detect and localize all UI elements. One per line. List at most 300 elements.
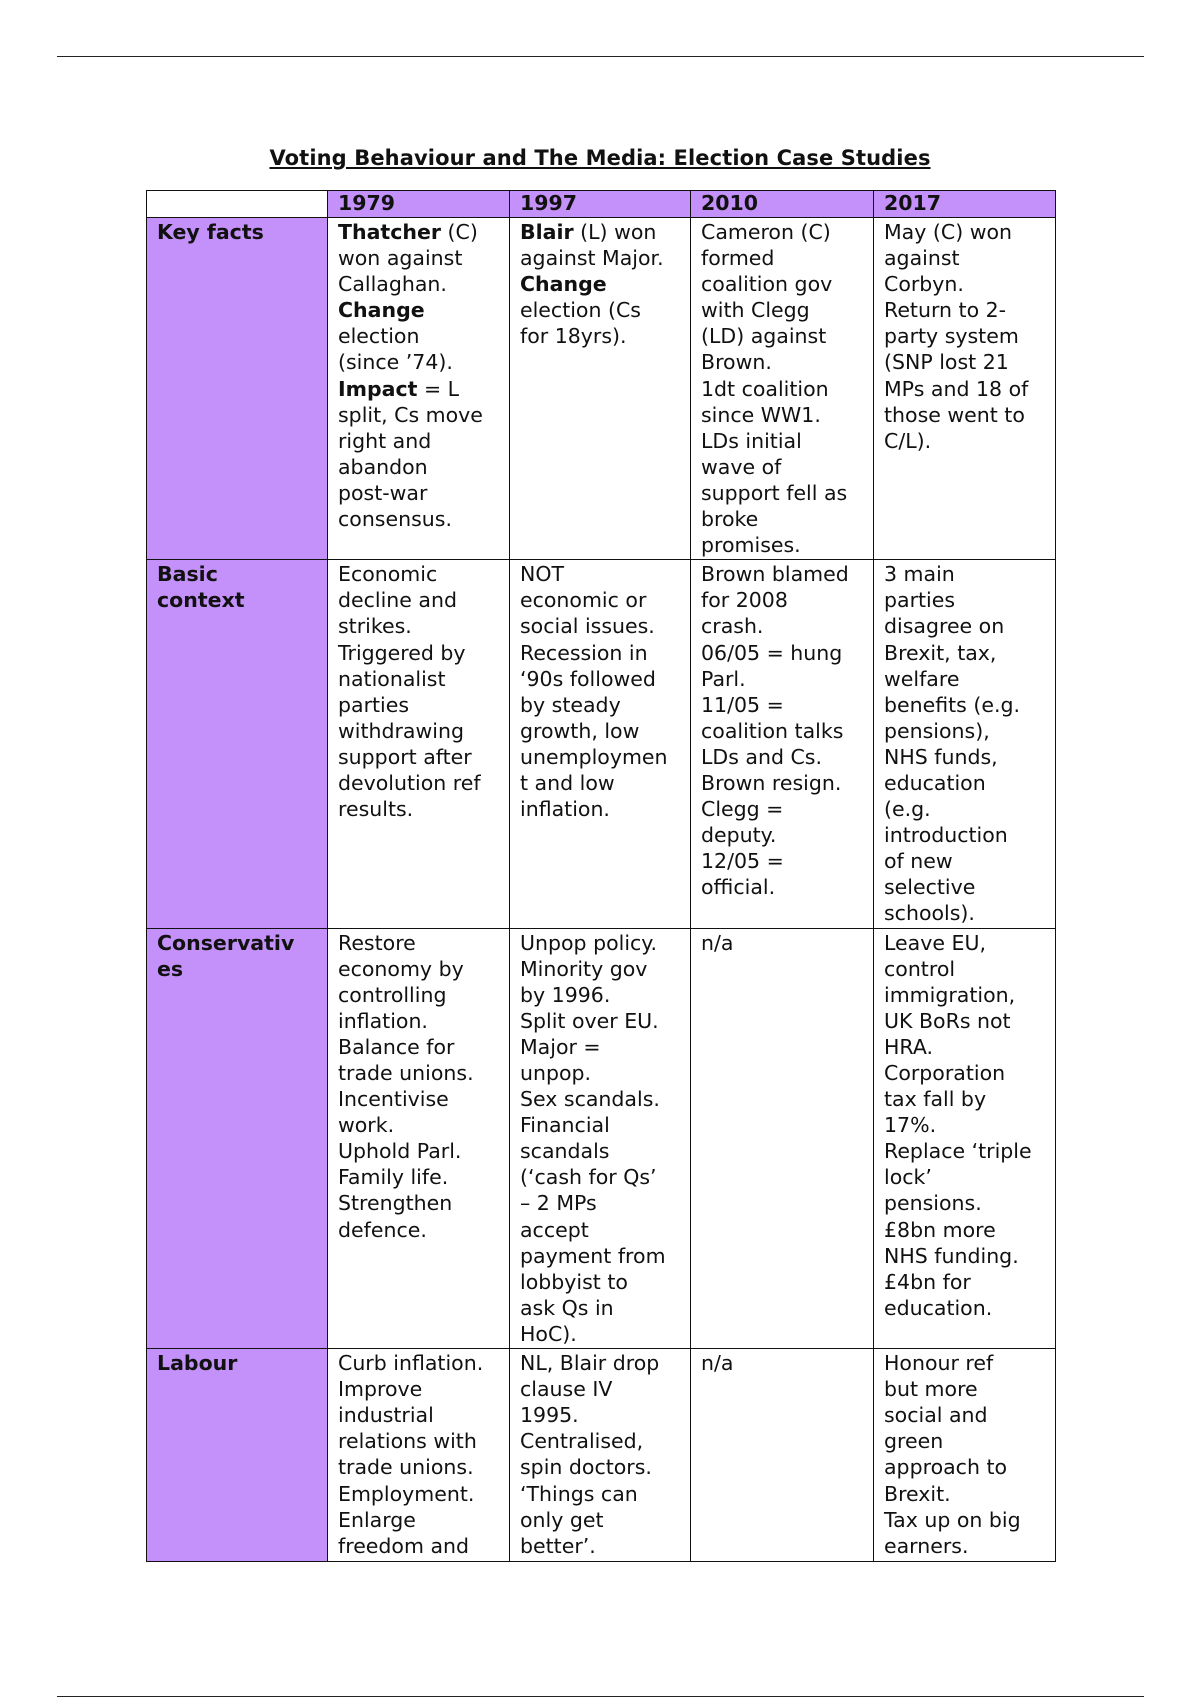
table-row-basic-context bbox=[147, 560, 1056, 928]
cell-text-line bbox=[338, 1164, 499, 1190]
cell-text-line bbox=[884, 323, 1045, 349]
text-run: Brown blamed bbox=[701, 562, 849, 587]
text-run: freedom and bbox=[338, 1533, 470, 1558]
cell-text-line bbox=[884, 1138, 1045, 1164]
text-run: (e.g. bbox=[884, 797, 931, 822]
cell-text-line bbox=[520, 613, 680, 639]
cell-text-line bbox=[338, 1454, 499, 1480]
text-run: n/a bbox=[701, 930, 734, 955]
text-run: right and bbox=[338, 428, 432, 453]
cell-text-line bbox=[884, 587, 1045, 613]
text-run: Parl. bbox=[701, 666, 746, 691]
cell-text-line bbox=[520, 1402, 680, 1428]
cell-basic-context-2010 bbox=[691, 560, 874, 928]
text-run: lock’ bbox=[884, 1165, 932, 1190]
cell-text-line bbox=[884, 822, 1045, 848]
text-run: consensus. bbox=[338, 507, 452, 532]
cell-text-line bbox=[884, 956, 1045, 982]
cell-text-line bbox=[520, 1034, 680, 1060]
cell-text-line bbox=[338, 297, 499, 323]
cell-text-line bbox=[520, 1138, 680, 1164]
cell-text-line bbox=[701, 480, 863, 506]
cell-text-line bbox=[520, 1321, 680, 1347]
text-run: t and low bbox=[520, 770, 615, 795]
text-run: £4bn for bbox=[884, 1269, 971, 1294]
cell-text-line bbox=[520, 1086, 680, 1112]
text-run: economic or bbox=[520, 588, 647, 613]
text-run: MPs and 18 of bbox=[884, 376, 1029, 401]
cell-text-line bbox=[520, 982, 680, 1008]
cell-text-line bbox=[884, 1086, 1045, 1112]
text-run: 11/05 = bbox=[701, 692, 784, 717]
footer-rule bbox=[57, 1696, 1144, 1697]
text-run: scandals bbox=[520, 1139, 610, 1164]
cell-text-line bbox=[520, 640, 680, 666]
cell-text-line bbox=[338, 376, 499, 402]
cell-text-line bbox=[884, 1190, 1045, 1216]
cell-text-line bbox=[884, 271, 1045, 297]
cell-text-line bbox=[701, 930, 863, 956]
text-run: official. bbox=[701, 875, 776, 900]
cell-text-line bbox=[338, 1402, 499, 1428]
table-header-row bbox=[147, 191, 1056, 218]
cell-text-line bbox=[338, 245, 499, 271]
text-run: defence. bbox=[338, 1217, 427, 1242]
cell-text-line bbox=[520, 718, 680, 744]
cell-text-line bbox=[520, 219, 680, 245]
cell-text-line bbox=[520, 1454, 680, 1480]
cell-text-line bbox=[884, 718, 1045, 744]
text-run: against bbox=[884, 246, 960, 271]
text-run: Replace ‘triple bbox=[884, 1139, 1032, 1164]
text-run: election bbox=[338, 324, 420, 349]
text-run: HoC). bbox=[520, 1321, 577, 1346]
election-case-studies-table bbox=[146, 190, 1056, 1562]
cell-text-line bbox=[520, 1533, 680, 1559]
bold-term: Change bbox=[338, 298, 425, 323]
text-run: social issues. bbox=[520, 614, 655, 639]
cell-text-line bbox=[520, 1060, 680, 1086]
text-run: C/L). bbox=[884, 428, 932, 453]
cell-text-line bbox=[701, 874, 863, 900]
cell-text-line bbox=[884, 1507, 1045, 1533]
text-run: ask Qs in bbox=[520, 1295, 614, 1320]
text-run: with Clegg bbox=[701, 298, 810, 323]
text-run: work. bbox=[338, 1113, 395, 1138]
cell-text-line bbox=[884, 1376, 1045, 1402]
cell-text-line bbox=[884, 900, 1045, 926]
row-header-line: Basic bbox=[157, 562, 218, 587]
cell-text-line bbox=[884, 1454, 1045, 1480]
text-run: unpop. bbox=[520, 1061, 592, 1085]
cell-text-line bbox=[520, 1350, 680, 1376]
cell-text-line bbox=[338, 666, 499, 692]
text-run: social and bbox=[884, 1403, 988, 1428]
text-run: wave of bbox=[701, 454, 782, 479]
row-header-line: Conservativ bbox=[157, 930, 295, 955]
cell-text-line bbox=[884, 1008, 1045, 1034]
cell-text-line bbox=[520, 1428, 680, 1454]
cell-text-line bbox=[701, 640, 863, 666]
text-run: industrial bbox=[338, 1403, 434, 1428]
cell-text-line bbox=[520, 271, 680, 297]
cell-text-line bbox=[884, 1164, 1045, 1190]
text-run: only get bbox=[520, 1507, 604, 1532]
cell-text-line bbox=[338, 1112, 499, 1138]
text-run: Uphold Parl. bbox=[338, 1139, 462, 1164]
text-run: deputy. bbox=[701, 823, 777, 848]
cell-text-line bbox=[884, 1034, 1045, 1060]
cell-text-line bbox=[338, 1190, 499, 1216]
cell-labour-1979 bbox=[328, 1349, 510, 1562]
text-run: Honour ref bbox=[884, 1351, 994, 1376]
text-run: Economic bbox=[338, 562, 438, 587]
cell-text-line bbox=[701, 666, 863, 692]
text-run: split, Cs move bbox=[338, 402, 483, 427]
text-run: Balance for bbox=[338, 1034, 455, 1059]
text-run: Curb inflation. bbox=[338, 1351, 484, 1376]
text-run: nationalist bbox=[338, 666, 446, 691]
text-run: relations with bbox=[338, 1429, 477, 1454]
text-run: Centralised, bbox=[520, 1429, 644, 1454]
text-run: Split over EU. bbox=[520, 1008, 659, 1033]
text-run: strikes. bbox=[338, 614, 412, 639]
cell-basic-context-1979 bbox=[328, 560, 510, 928]
cell-text-line bbox=[520, 1507, 680, 1533]
cell-labour-2017 bbox=[874, 1349, 1056, 1562]
cell-text-line bbox=[520, 1112, 680, 1138]
cell-text-line bbox=[884, 770, 1045, 796]
text-run: post-war bbox=[338, 480, 428, 505]
text-run: Corbyn. bbox=[884, 272, 964, 297]
cell-text-line bbox=[338, 1034, 499, 1060]
cell-conservatives-2017 bbox=[874, 928, 1056, 1349]
text-run: Brown resign. bbox=[701, 770, 842, 795]
cell-text-line bbox=[884, 245, 1045, 271]
row-header-line: es bbox=[157, 956, 184, 981]
text-run: = L bbox=[417, 376, 460, 401]
cell-text-line bbox=[701, 532, 863, 558]
text-run: control bbox=[884, 956, 956, 981]
cell-text-line bbox=[520, 323, 680, 349]
text-run: schools). bbox=[884, 901, 975, 926]
cell-key-facts-2017 bbox=[874, 218, 1056, 560]
text-run: Cameron (C) bbox=[701, 220, 831, 244]
cell-text-line bbox=[520, 1376, 680, 1402]
text-run: pensions. bbox=[884, 1191, 982, 1216]
cell-text-line bbox=[884, 613, 1045, 639]
cell-text-line bbox=[884, 848, 1045, 874]
cell-text-line bbox=[884, 219, 1045, 245]
cell-text-line bbox=[884, 1060, 1045, 1086]
text-run: coalition talks bbox=[701, 718, 844, 743]
cell-text-line bbox=[338, 692, 499, 718]
text-run: Restore bbox=[338, 930, 416, 955]
text-run: accept bbox=[520, 1217, 589, 1242]
text-run: introduction bbox=[884, 823, 1008, 848]
cell-labour-2010 bbox=[691, 1349, 874, 1562]
cell-text-line bbox=[338, 1376, 499, 1402]
year-header-2017: 2017 bbox=[874, 191, 1056, 218]
cell-text-line bbox=[884, 1112, 1045, 1138]
cell-text-line bbox=[520, 561, 680, 587]
text-run: Callaghan. bbox=[338, 272, 447, 297]
cell-text-line bbox=[338, 613, 499, 639]
cell-text-line bbox=[884, 428, 1045, 454]
cell-text-line bbox=[520, 1217, 680, 1243]
text-run: green bbox=[884, 1429, 944, 1454]
text-run: broke bbox=[701, 507, 759, 532]
cell-text-line bbox=[338, 1086, 499, 1112]
text-run: HRA. bbox=[884, 1034, 934, 1059]
text-run: trade unions. bbox=[338, 1455, 474, 1480]
text-run: abandon bbox=[338, 454, 428, 479]
cell-text-line bbox=[338, 982, 499, 1008]
text-run: 3 main bbox=[884, 562, 955, 587]
cell-text-line bbox=[884, 1295, 1045, 1321]
cell-text-line bbox=[520, 744, 680, 770]
cell-text-line bbox=[338, 271, 499, 297]
cell-text-line bbox=[701, 796, 863, 822]
bold-term: Blair bbox=[520, 220, 574, 244]
cell-text-line bbox=[884, 561, 1045, 587]
cell-conservatives-1997 bbox=[510, 928, 691, 1349]
text-run: 1dt coalition bbox=[701, 376, 829, 401]
text-run: approach to bbox=[884, 1455, 1008, 1480]
cell-text-line bbox=[884, 874, 1045, 900]
row-header-line: Key facts bbox=[157, 220, 264, 244]
text-run: 12/05 = bbox=[701, 849, 784, 874]
text-run: Employment. bbox=[338, 1481, 475, 1506]
text-run: 17%. bbox=[884, 1113, 937, 1138]
cell-text-line bbox=[338, 480, 499, 506]
text-run: (since ’74). bbox=[338, 350, 453, 375]
text-run: £8bn more bbox=[884, 1217, 996, 1242]
text-run: NHS funds, bbox=[884, 744, 998, 769]
cell-text-line bbox=[701, 561, 863, 587]
cell-text-line bbox=[520, 1295, 680, 1321]
text-run: those went to bbox=[884, 402, 1025, 427]
cell-text-line bbox=[338, 718, 499, 744]
cell-text-line bbox=[884, 1217, 1045, 1243]
row-header-labour bbox=[147, 1349, 328, 1562]
cell-text-line bbox=[701, 349, 863, 375]
text-run: 1995. bbox=[520, 1403, 579, 1428]
cell-text-line bbox=[338, 349, 499, 375]
row-header-conservatives bbox=[147, 928, 328, 1349]
text-run: payment from bbox=[520, 1243, 666, 1268]
text-run: immigration, bbox=[884, 982, 1016, 1007]
header-rule bbox=[57, 56, 1144, 57]
row-header-line: Labour bbox=[157, 1351, 238, 1376]
text-run: – 2 MPs bbox=[520, 1191, 597, 1216]
year-header-2010: 2010 bbox=[691, 191, 874, 218]
cell-text-line bbox=[338, 796, 499, 822]
text-run: formed bbox=[701, 246, 775, 271]
text-run: pensions), bbox=[884, 718, 990, 743]
cell-text-line bbox=[884, 1269, 1045, 1295]
text-run: ‘90s followed bbox=[520, 666, 656, 691]
text-run: coalition gov bbox=[701, 272, 833, 297]
cell-text-line bbox=[701, 271, 863, 297]
cell-text-line bbox=[520, 1190, 680, 1216]
text-run: inflation. bbox=[338, 1008, 428, 1033]
year-header-1997: 1997 bbox=[510, 191, 691, 218]
cell-text-line bbox=[338, 428, 499, 454]
cell-text-line bbox=[701, 613, 863, 639]
text-run: LDs and Cs. bbox=[701, 744, 822, 769]
text-run: (L) won bbox=[573, 220, 657, 244]
cell-text-line bbox=[520, 1243, 680, 1269]
text-run: results. bbox=[338, 797, 414, 822]
text-run: Unpop policy. bbox=[520, 930, 658, 955]
text-run: selective bbox=[884, 875, 976, 900]
table-row-labour bbox=[147, 1349, 1056, 1562]
text-run: Brown. bbox=[701, 350, 772, 375]
text-run: Recession in bbox=[520, 640, 648, 665]
cell-text-line bbox=[701, 428, 863, 454]
cell-text-line bbox=[884, 1350, 1045, 1376]
cell-text-line bbox=[338, 587, 499, 613]
cell-conservatives-2010 bbox=[691, 928, 874, 1349]
cell-text-line bbox=[701, 245, 863, 271]
cell-text-line bbox=[338, 506, 499, 532]
row-header-key-facts bbox=[147, 218, 328, 560]
row-header-line: context bbox=[157, 588, 245, 613]
cell-text-line bbox=[884, 692, 1045, 718]
cell-text-line bbox=[520, 587, 680, 613]
cell-text-line bbox=[338, 1507, 499, 1533]
cell-text-line bbox=[701, 848, 863, 874]
bold-term: Change bbox=[520, 272, 607, 297]
cell-text-line bbox=[701, 770, 863, 796]
text-run: Major = bbox=[520, 1034, 601, 1059]
row-header-basic-context bbox=[147, 560, 328, 928]
cell-text-line bbox=[884, 402, 1045, 428]
text-run: won against bbox=[338, 246, 463, 271]
cell-text-line bbox=[701, 402, 863, 428]
text-run: Improve bbox=[338, 1377, 423, 1402]
cell-key-facts-1979 bbox=[328, 218, 510, 560]
cell-text-line bbox=[701, 744, 863, 770]
text-run: n/a bbox=[701, 1351, 734, 1376]
text-run: trade unions. bbox=[338, 1061, 474, 1085]
cell-text-line bbox=[338, 561, 499, 587]
cell-text-line bbox=[884, 297, 1045, 323]
text-run: 06/05 = hung bbox=[701, 640, 843, 665]
text-run: Leave EU, bbox=[884, 930, 986, 955]
text-run: Return to 2- bbox=[884, 298, 1007, 323]
cell-text-line bbox=[884, 744, 1045, 770]
cell-text-line bbox=[338, 640, 499, 666]
text-run: support fell as bbox=[701, 480, 848, 505]
cell-text-line bbox=[884, 796, 1045, 822]
bold-term: Thatcher bbox=[338, 220, 441, 244]
text-run: inflation. bbox=[520, 797, 610, 822]
cell-text-line bbox=[520, 796, 680, 822]
table-row-key-facts bbox=[147, 218, 1056, 560]
cell-text-line bbox=[520, 956, 680, 982]
cell-text-line bbox=[701, 219, 863, 245]
text-run: welfare bbox=[884, 666, 960, 691]
text-run: Brexit. bbox=[884, 1481, 951, 1506]
cell-text-line bbox=[338, 1217, 499, 1243]
text-run: education. bbox=[884, 1295, 993, 1320]
document-title: Voting Behaviour and The Media: Election Case Studies bbox=[269, 146, 931, 170]
text-run: promises. bbox=[701, 533, 801, 558]
cell-text-line bbox=[520, 297, 680, 323]
text-run: benefits (e.g. bbox=[884, 692, 1021, 717]
cell-text-line bbox=[701, 692, 863, 718]
bold-term: Impact bbox=[338, 376, 418, 401]
text-run: tax fall by bbox=[884, 1087, 987, 1112]
text-run: spin doctors. bbox=[520, 1455, 652, 1480]
cell-text-line bbox=[701, 587, 863, 613]
text-run: Financial bbox=[520, 1113, 610, 1138]
cell-text-line bbox=[520, 1269, 680, 1295]
text-run: by 1996. bbox=[520, 982, 611, 1007]
text-run: Minority gov bbox=[520, 956, 648, 981]
cell-text-line bbox=[701, 376, 863, 402]
text-run: LDs initial bbox=[701, 428, 802, 453]
text-run: parties bbox=[338, 692, 410, 717]
text-run: devolution ref bbox=[338, 770, 481, 795]
text-run: Triggered by bbox=[338, 640, 466, 665]
text-run: of new bbox=[884, 849, 953, 874]
text-run: against Major. bbox=[520, 246, 664, 271]
cell-text-line bbox=[338, 454, 499, 480]
cell-text-line bbox=[338, 1533, 499, 1559]
cell-text-line bbox=[884, 1428, 1045, 1454]
text-run: for 18yrs). bbox=[520, 324, 627, 349]
cell-text-line bbox=[701, 1350, 863, 1376]
cell-key-facts-1997 bbox=[510, 218, 691, 560]
text-run: since WW1. bbox=[701, 402, 821, 427]
text-run: ‘Things can bbox=[520, 1481, 638, 1506]
text-run: disagree on bbox=[884, 614, 1005, 639]
text-run: controlling bbox=[338, 982, 447, 1007]
text-run: earners. bbox=[884, 1533, 969, 1558]
text-run: for 2008 bbox=[701, 588, 788, 613]
cell-text-line bbox=[520, 666, 680, 692]
text-run: support after bbox=[338, 744, 472, 769]
cell-text-line bbox=[520, 930, 680, 956]
cell-text-line bbox=[701, 822, 863, 848]
cell-text-line bbox=[338, 402, 499, 428]
cell-key-facts-2010 bbox=[691, 218, 874, 560]
text-run: NL, Blair drop bbox=[520, 1351, 660, 1376]
year-header-1979: 1979 bbox=[328, 191, 510, 218]
cell-text-line bbox=[884, 376, 1045, 402]
cell-conservatives-1979 bbox=[328, 928, 510, 1349]
cell-text-line bbox=[338, 1008, 499, 1034]
text-run: economy by bbox=[338, 956, 464, 981]
cell-text-line bbox=[338, 744, 499, 770]
cell-text-line bbox=[884, 982, 1045, 1008]
cell-text-line bbox=[520, 1008, 680, 1034]
cell-text-line bbox=[884, 349, 1045, 375]
text-run: unemploymen bbox=[520, 744, 668, 769]
text-run: Enlarge bbox=[338, 1507, 416, 1532]
cell-text-line bbox=[520, 692, 680, 718]
cell-text-line bbox=[338, 930, 499, 956]
cell-text-line bbox=[338, 1428, 499, 1454]
text-run: withdrawing bbox=[338, 718, 464, 743]
text-run: Sex scandals. bbox=[520, 1087, 660, 1112]
text-run: NOT bbox=[520, 562, 564, 587]
cell-text-line bbox=[338, 770, 499, 796]
cell-text-line bbox=[701, 506, 863, 532]
